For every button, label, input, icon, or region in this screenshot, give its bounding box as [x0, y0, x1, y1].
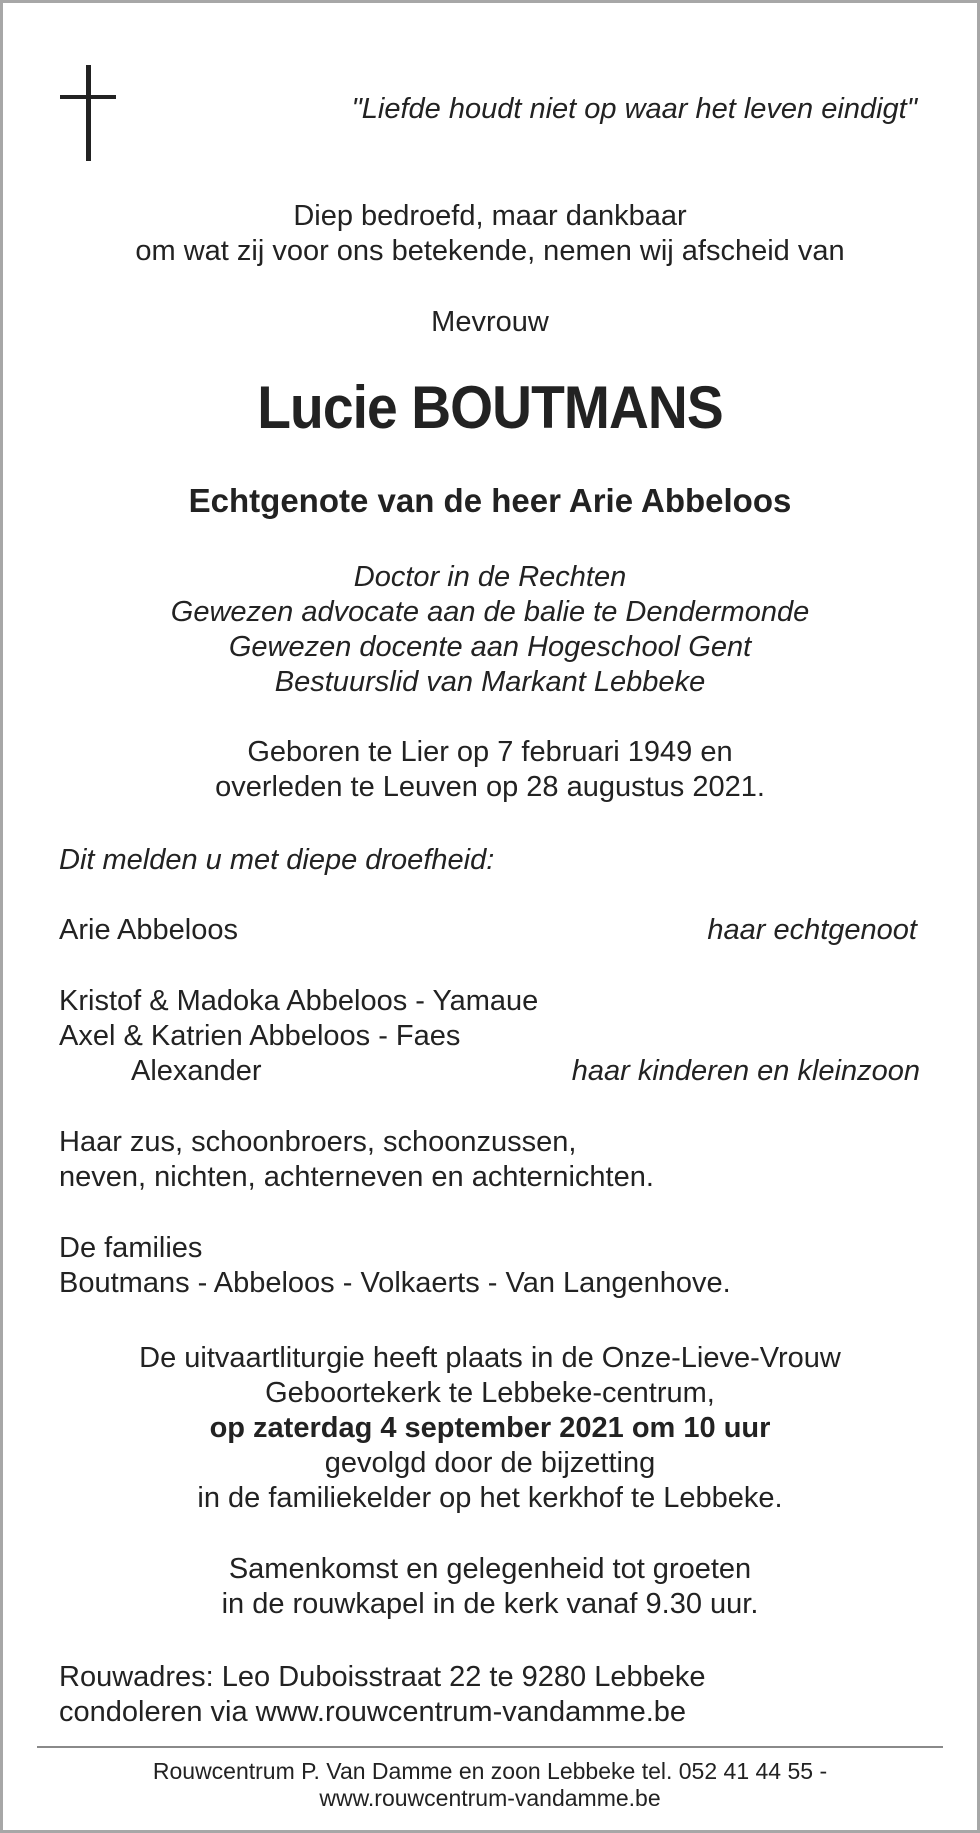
funeral-line-2: Geboortekerk te Lebbeke-centrum, — [265, 1377, 715, 1409]
children-relation: haar kinderen en kleinzoon — [571, 1055, 920, 1087]
funeral-line-1: De uitvaartliturgie heeft plaats in de Onze-Lieve-Vrouw — [139, 1342, 841, 1374]
spouse-entry-name: Arie Abbeloos — [59, 914, 238, 946]
spouse-entry-relation: haar echtgenoot — [707, 914, 917, 946]
title-line-1: Doctor in de Rechten — [353, 561, 627, 593]
title-line-4: Bestuurslid van Markant Lebbeke — [274, 666, 706, 698]
families-label: De families — [59, 1232, 203, 1264]
intro-line-1: Diep bedroefd, maar dankbaar — [293, 200, 687, 232]
title-line-2: Gewezen advocate aan de balie te Dendermonde — [170, 596, 810, 628]
relatives-line-2: neven, nichten, achterneven en achternichten. — [59, 1161, 654, 1193]
funeral-date-line: op zaterdag 4 september 2021 om 10 uur — [209, 1412, 771, 1444]
child-line-2: Axel & Katrien Abbeloos - Faes — [59, 1020, 461, 1052]
birth-line: Geboren te Lier op 7 februari 1949 en — [247, 736, 733, 768]
funeral-line-5: in de familiekelder op het kerkhof te Lebbeke. — [197, 1482, 783, 1514]
intro-line-2: om wat zij voor ons betekende, nemen wij afscheid van — [135, 235, 845, 267]
deceased-name: Lucie BOUTMANS — [257, 374, 723, 441]
motto: "Liefde houdt niet op waar het leven eindigt" — [351, 93, 917, 125]
families-names: Boutmans - Abbeloos - Volkaerts - Van Langenhove. — [59, 1267, 731, 1299]
announce-label: Dit melden u met diepe droefheid: — [59, 844, 495, 876]
cross-icon — [60, 65, 116, 161]
relatives-line-1: Haar zus, schoonbroers, schoonzussen, — [59, 1126, 577, 1158]
condolence-line: condoleren via www.rouwcentrum-vandamme.be — [59, 1696, 687, 1728]
death-line: overleden te Leuven op 28 augustus 2021. — [215, 771, 765, 803]
salutation: Mevrouw — [431, 306, 549, 338]
footer-line-1: Rouwcentrum P. Van Damme en zoon Lebbeke tel. 052 41 44 55 - — [152, 1758, 828, 1784]
address-line: Rouwadres: Leo Duboisstraat 22 te 9280 Lebbeke — [59, 1661, 706, 1693]
gathering-line-2: in de rouwkapel in de kerk vanaf 9.30 uur. — [221, 1588, 759, 1620]
grandchild-line: Alexander — [131, 1055, 262, 1087]
spouse-line: Echtgenote van de heer Arie Abbeloos — [188, 482, 792, 519]
gathering-line-1: Samenkomst en gelegenheid tot groeten — [228, 1553, 752, 1585]
child-line-1: Kristof & Madoka Abbeloos - Yamaue — [59, 985, 539, 1017]
title-line-3: Gewezen docente aan Hogeschool Gent — [228, 631, 752, 663]
footer-divider — [37, 1746, 943, 1748]
funeral-line-4: gevolgd door de bijzetting — [324, 1447, 656, 1479]
footer-line-2: www.rouwcentrum-vandamme.be — [319, 1785, 661, 1811]
